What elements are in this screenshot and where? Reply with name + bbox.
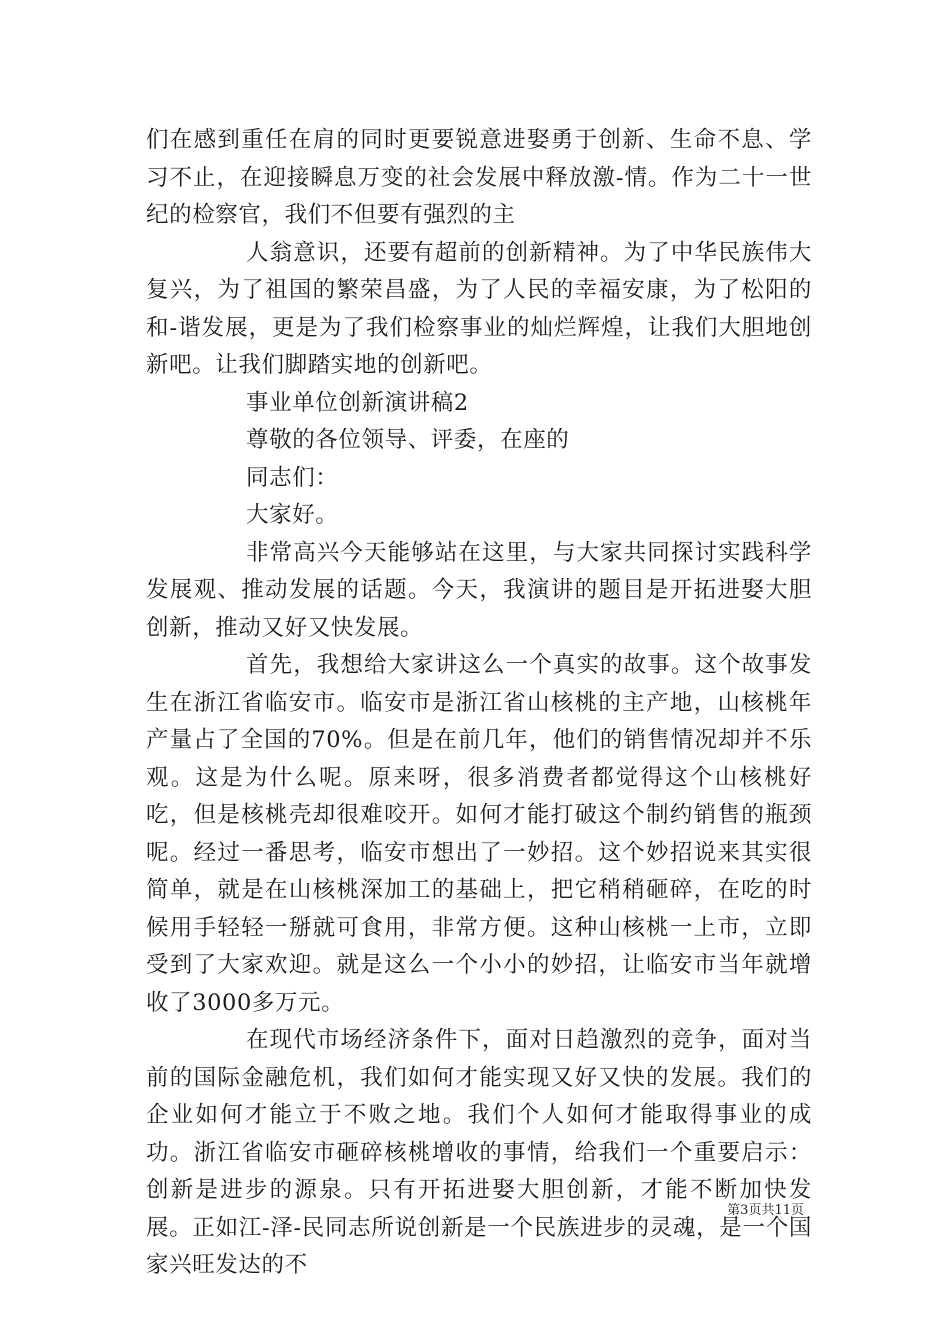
paragraph-analysis: 在现代市场经济条件下，面对日趋激烈的竞争，面对当前的国际金融危机，我们如何才能实现又好又快的发展。我们的企业如何才能立于不败之地。我们个人如何才能取得事业的成功。浙江省临安市砸碎核桃增收的事情，给我们一个重要启示：创新是进步的源泉。只有开拓进娶大胆创新，才能不断加快发展。正如江-泽-民同志所说创新是一个民族进步的灵魂，是一个国家兴旺发达的不	[146, 1027, 812, 1278]
paragraph-intro: 非常高兴今天能够站在这里，与大家共同探讨实践科学发展观、推动发展的话题。今天，我演讲的题目是开拓进娶大胆创新，推动又好又快发展。	[146, 539, 812, 641]
speech-title: 事业单位创新演讲稿2	[246, 389, 469, 416]
salutation-line-2: 同志们：	[246, 464, 339, 491]
greeting: 大家好。	[246, 502, 339, 528]
document-body	[146, 122, 812, 1285]
salutation-line-1: 尊敬的各位领导、评委，在座的	[246, 427, 570, 453]
paragraph-1: 们在感到重任在肩的同时更要锐意进娶勇于创新、生命不息、学习不止，在迎接瞬息万变的社会发展中释放激-情。作为二十一世纪的检察官，我们不但要有强烈的主	[146, 127, 812, 228]
paragraph-story: 首先，我想给大家讲这么一个真实的故事。这个故事发生在浙江省临安市。临安市是浙江省山核桃的主产地，山核桃年产量占了全国的70%。但是在前几年，他们的销售情况却并不乐观。这是为什么呢。原来呀，很多消费者都觉得这个山核桃好吃，但是核桃壳却很难咬开。如何才能打破这个制约销售的瓶颈呢。经过一番思考，临安市想出了一妙招。这个妙招说来其实很简单，就是在山核桃深加工的基础上，把它稍稍砸碎，在吃的时候用手轻轻一掰就可食用，非常方便。这种山核桃一上市，立即受到了大家欢迎。就是这么一个小小的妙招，让临安市当年就增收了3000多万元。	[146, 652, 812, 1016]
paragraph-2: 人翁意识，还要有超前的创新精神。为了中华民族伟大复兴，为了祖国的繁荣昌盛，为了人民的幸福安康，为了松阳的和-谐发展，更是为了我们检察事业的灿烂辉煌，让我们大胆地创新吧。让我们脚踏实地的创新吧。	[146, 239, 812, 378]
page-number: 第3页共11页	[727, 1203, 804, 1218]
